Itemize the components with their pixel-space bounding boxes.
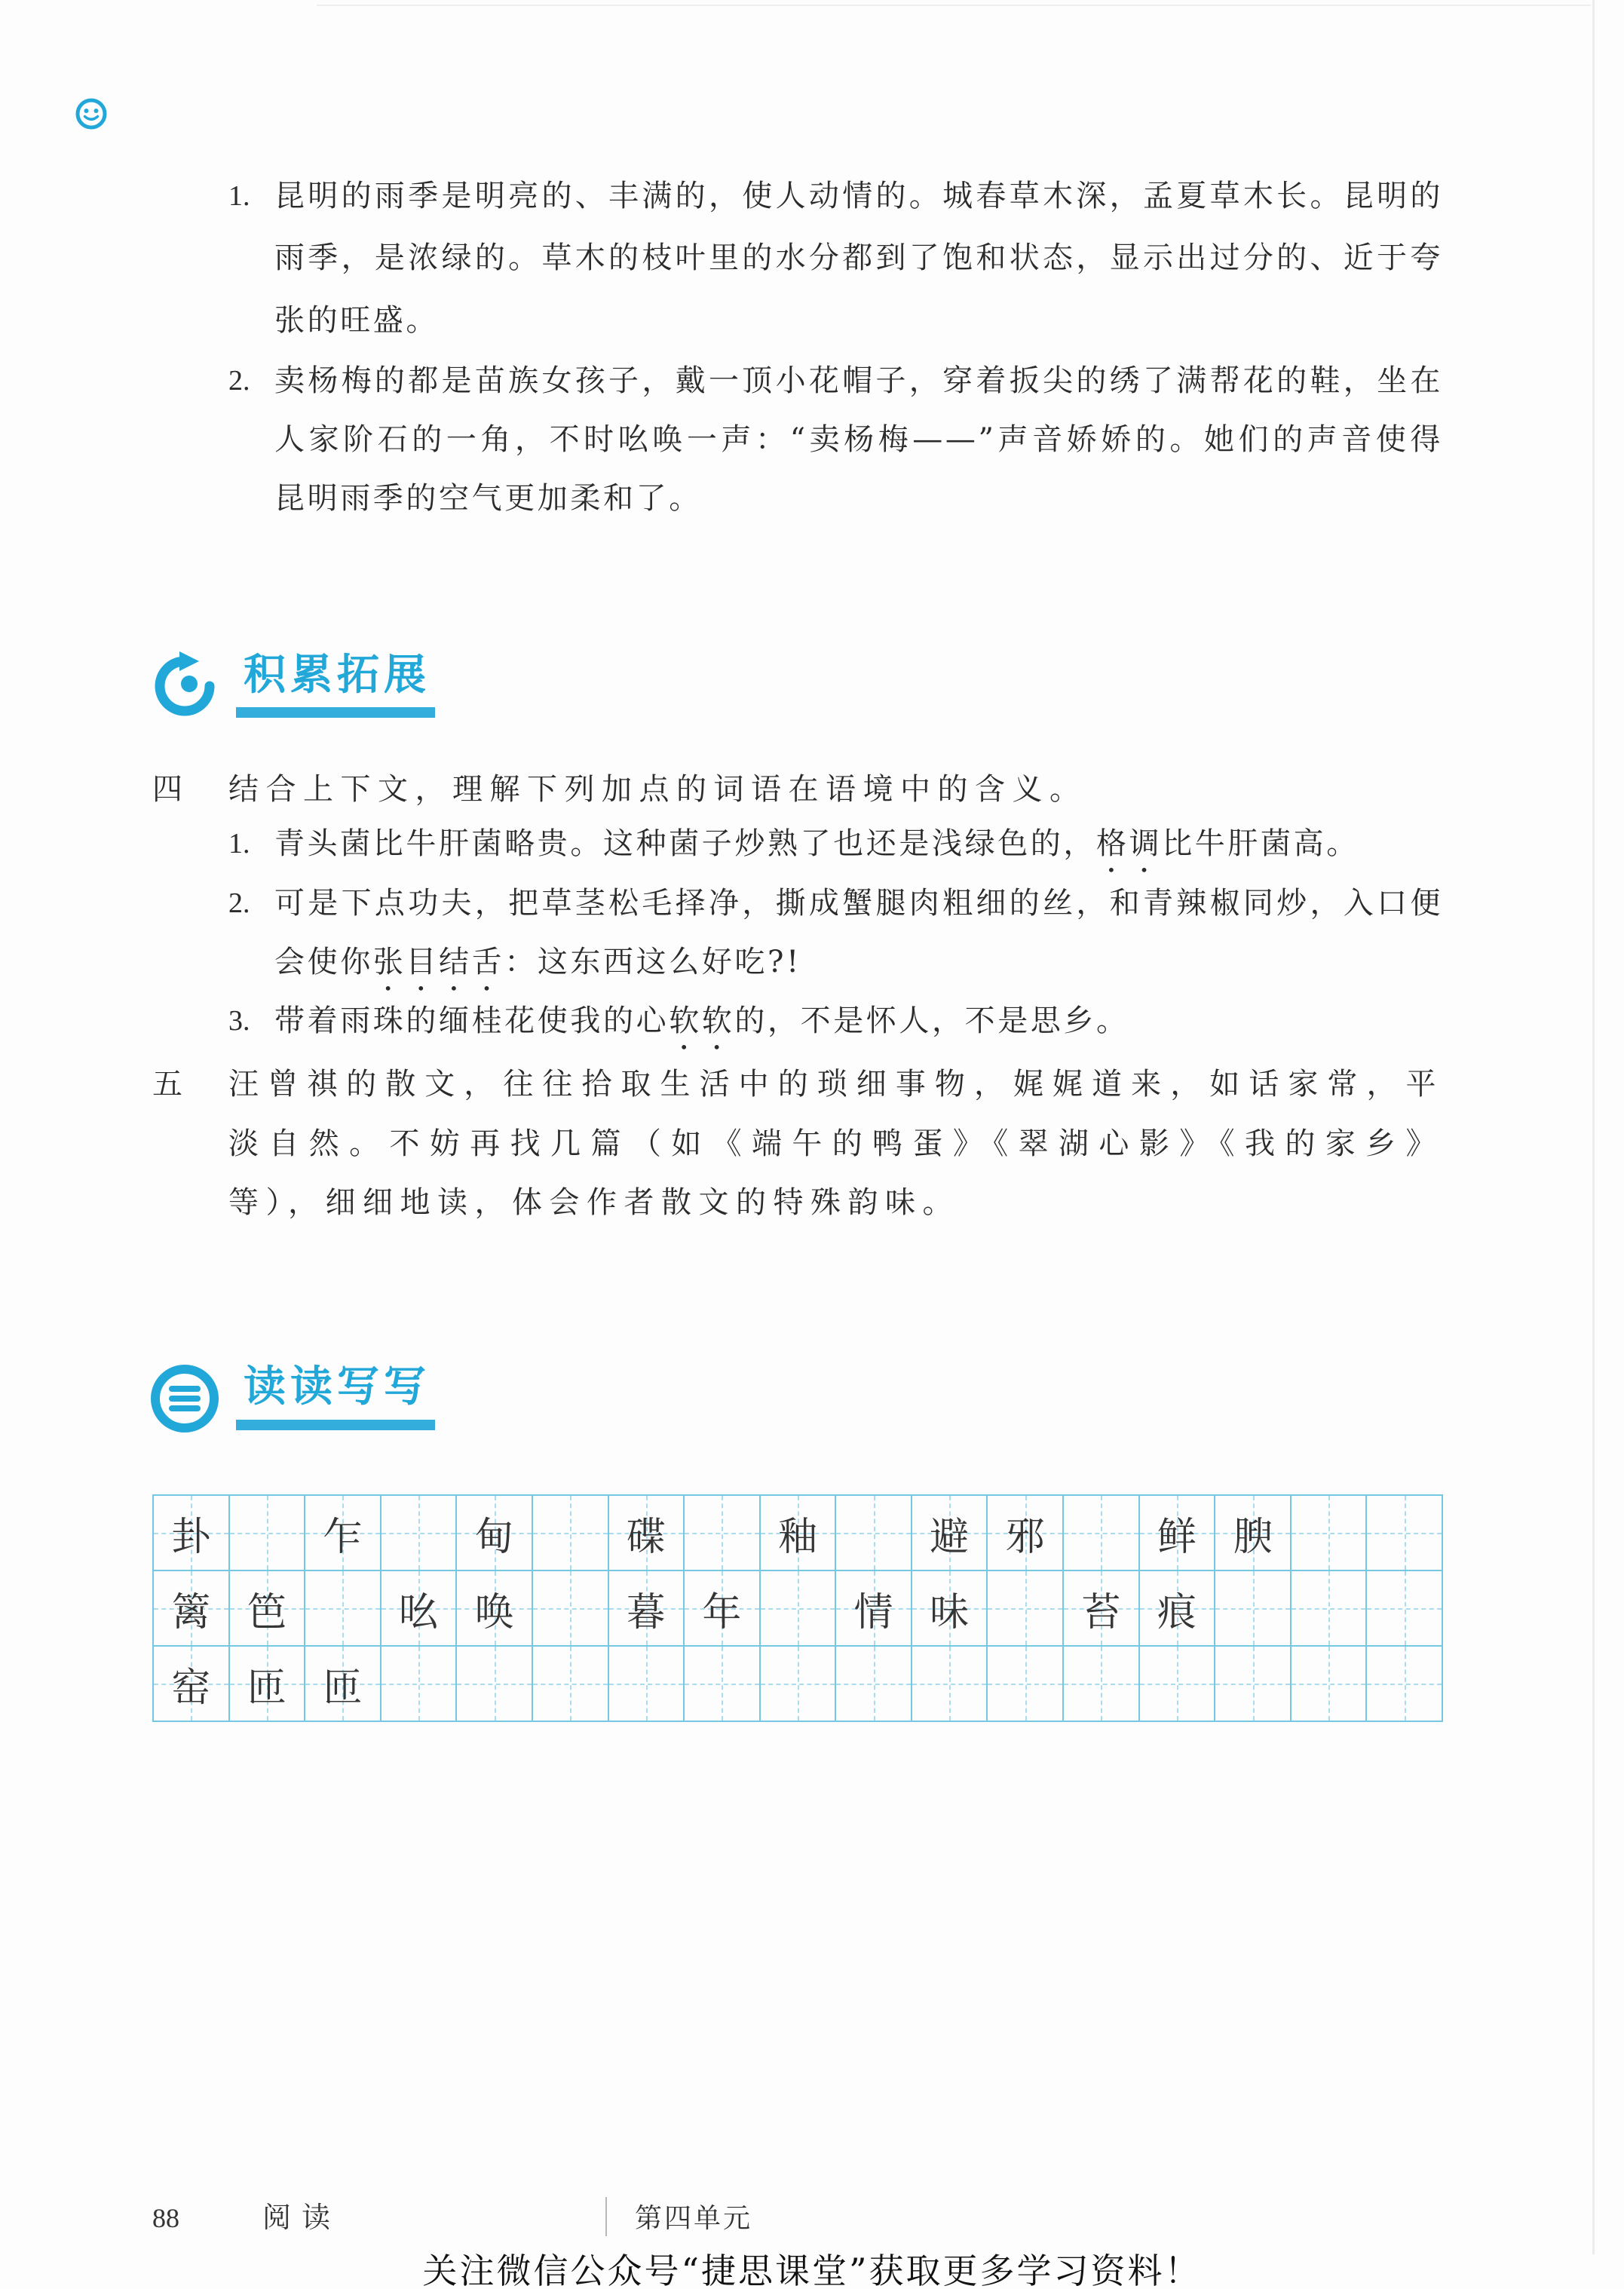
circular-arrow-icon	[149, 651, 220, 722]
grid-cell: 腴	[1215, 1496, 1292, 1571]
grid-cell: 甸	[457, 1496, 533, 1571]
page-number: 88	[152, 2203, 179, 2233]
exercise-number: 五	[152, 1067, 182, 1102]
grid-cell: 卦	[154, 1496, 230, 1571]
line-text: 会使你	[274, 945, 373, 979]
exercise-line: 汪曾祺的散文，往往拾取生活中的琐细事物，娓娓道来，如话家常，平	[228, 1067, 1443, 1102]
excerpt-line: 雨季，是浓绿的。草木的枝叶里的水分都到了饱和状态，显示出过分的、近于夸	[274, 241, 1443, 275]
grid-cell	[836, 1496, 912, 1571]
exercise-item-number: 3.	[228, 1005, 250, 1037]
dotted-word: 软软	[669, 1004, 735, 1038]
grid-cell: 笆	[230, 1571, 306, 1647]
grid-cell: 苔	[1064, 1571, 1140, 1647]
footer-part-label: 阅读	[262, 2202, 342, 2234]
grid-cell	[836, 1647, 912, 1722]
excerpt-line: 昆明的雨季是明亮的、丰满的，使人动情的。城春草木深，孟夏草木长。昆明的	[274, 179, 1443, 213]
footer-unit-label: 第四单元	[635, 2203, 753, 2233]
exercise-item-line	[274, 873, 1443, 933]
excerpt-number: 2.	[228, 365, 250, 397]
promo-caption: 关注微信公众号“捷思课堂”获取更多学习资料！	[422, 2251, 1202, 2289]
excerpt-line: 昆明雨季的空气更加柔和了。	[274, 481, 702, 516]
exercise-item-line	[274, 991, 1129, 1051]
grid-cell: 年	[685, 1571, 761, 1647]
grid-cell	[1064, 1496, 1140, 1571]
grid-cell: 窑	[154, 1647, 230, 1722]
section-title: 读读写写	[244, 1362, 431, 1411]
grid-cell	[761, 1571, 837, 1647]
exercise-item-number: 2.	[228, 887, 250, 919]
grid-cell	[912, 1647, 988, 1722]
exercise-line: 淡自然。不妨再找几篇（如《端午的鸭蛋》《翠湖心影》《我的家乡》	[228, 1126, 1443, 1161]
grid-cell	[988, 1647, 1064, 1722]
grid-cell	[1064, 1647, 1140, 1722]
grid-cell	[1292, 1647, 1368, 1722]
dotted-word: 张目结舌	[372, 945, 505, 979]
grid-cell	[381, 1647, 458, 1722]
list-lines-icon	[149, 1363, 220, 1434]
grid-cell	[381, 1496, 458, 1571]
grid-cell	[1292, 1571, 1368, 1647]
grid-cell: 痕	[1140, 1571, 1216, 1647]
grid-cell: 暮	[609, 1571, 685, 1647]
section-title: 积累拓展	[244, 651, 431, 700]
grid-cell	[305, 1571, 381, 1647]
page-edge-line	[317, 5, 1591, 6]
grid-cell: 吆	[381, 1571, 458, 1647]
line-text: 比牛肝菌高。	[1162, 826, 1359, 861]
grid-cell	[1367, 1571, 1443, 1647]
grid-cell	[685, 1496, 761, 1571]
exercise-item-line	[274, 814, 1359, 874]
grid-cell	[1215, 1647, 1292, 1722]
grid-cell	[533, 1571, 609, 1647]
exercise-number: 四	[152, 772, 182, 807]
grid-cell	[761, 1647, 837, 1722]
footer-divider	[605, 2197, 607, 2236]
dotted-word: 格调	[1096, 826, 1163, 861]
exercise-prompt: 结合上下文，理解下列加点的词语在语境中的含义。	[228, 772, 1087, 807]
grid-cell	[609, 1647, 685, 1722]
grid-cell	[988, 1571, 1064, 1647]
grid-cell	[457, 1647, 533, 1722]
grid-cell	[1367, 1647, 1443, 1722]
grid-cell: 邪	[988, 1496, 1064, 1571]
smiley-face-icon	[75, 97, 108, 130]
grid-cell: 唤	[457, 1571, 533, 1647]
excerpt-line: 张的旺盛。	[274, 303, 439, 338]
line-text: ：这东西这么好吃?!	[504, 945, 801, 979]
excerpt-line: 人家阶石的一角，不时吆唤一声：“卖杨梅——”声音娇娇的。她们的声音使得	[274, 422, 1443, 457]
exercise-item-line	[274, 932, 801, 992]
grid-cell: 情	[836, 1571, 912, 1647]
page-edge-line	[1592, 0, 1595, 2254]
exercise-line: 等），细细地读，体会作者散文的特殊韵味。	[228, 1185, 960, 1220]
grid-cell: 鲜	[1140, 1496, 1216, 1571]
practice-grid	[152, 1494, 1443, 1722]
grid-cell	[1292, 1496, 1368, 1571]
exercise-item-number: 1.	[228, 828, 250, 860]
grid-cell	[1215, 1571, 1292, 1647]
grid-cell	[533, 1496, 609, 1571]
grid-cell	[533, 1647, 609, 1722]
excerpt-line: 卖杨梅的都是苗族女孩子，戴一顶小花帽子，穿着扳尖的绣了满帮花的鞋，坐在	[274, 363, 1443, 398]
grid-cell: 味	[912, 1571, 988, 1647]
grid-cell	[1367, 1496, 1443, 1571]
grid-cell	[685, 1647, 761, 1722]
grid-cell: 釉	[761, 1496, 837, 1571]
grid-cell: 碟	[609, 1496, 685, 1571]
line-text: 可是下点功夫，把草茎松毛择净，撕成蟹腿肉粗细的丝，和青辣椒同炒，入口便	[274, 886, 1443, 921]
grid-cell: 匝	[230, 1647, 306, 1722]
line-text: 的，不是怀人，不是思乡。	[734, 1004, 1129, 1038]
grid-cell: 匝	[305, 1647, 381, 1722]
grid-cell	[230, 1496, 306, 1571]
section-title-underline	[236, 707, 435, 718]
line-text: 青头菌比牛肝菌略贵。这种菌子炒熟了也还是浅绿色的，	[274, 826, 1096, 861]
section-title-underline	[236, 1420, 435, 1430]
line-text: 带着雨珠的缅桂花使我的心	[274, 1004, 670, 1038]
excerpt-number: 1.	[228, 180, 250, 212]
grid-cell	[1140, 1647, 1216, 1722]
grid-cell: 篱	[154, 1571, 230, 1647]
grid-cell: 乍	[305, 1496, 381, 1571]
grid-cell: 避	[912, 1496, 988, 1571]
